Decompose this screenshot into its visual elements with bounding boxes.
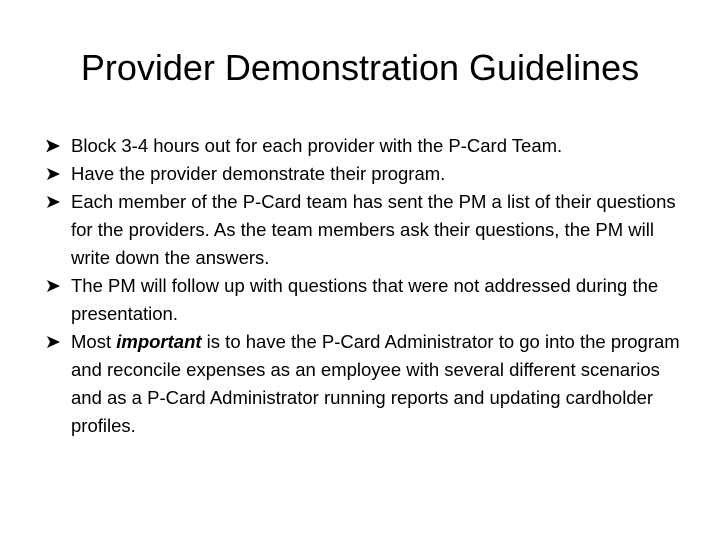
bullet-item <box>46 272 686 328</box>
bullet-text: Have the provider demonstrate their program. <box>71 163 446 184</box>
bullet-item <box>46 132 686 160</box>
arrow-bullet-icon <box>46 335 61 349</box>
bullet-text: Each member of the P-Card team has sent the PM a list of their questions for the providers. As the team members ask their questions, the PM will write down the answers. <box>71 191 676 268</box>
arrow-bullet-icon <box>46 139 61 153</box>
arrow-bullet-icon <box>46 167 61 181</box>
bullet-text-after: is to have the P-Card Administrator to go into the program and reconcile expenses as an employee with several different scenarios and as a P-Card Administrator running reports and updating cardholder profiles. <box>71 331 680 436</box>
bullet-text: Block 3-4 hours out for each provider with the P-Card Team. <box>71 135 563 156</box>
bullet-list <box>46 132 686 440</box>
bullet-text: The PM will follow up with questions that were not addressed during the presentation. <box>71 275 659 324</box>
slide-title: Provider Demonstration Guidelines <box>80 47 640 88</box>
bullet-item <box>46 160 686 188</box>
bullet-text-before: Most <box>71 331 117 352</box>
bullet-emphasis: important <box>116 331 202 352</box>
arrow-bullet-icon <box>46 279 61 293</box>
bullet-item <box>46 188 686 272</box>
bullet-item <box>46 328 686 440</box>
arrow-bullet-icon <box>46 195 61 209</box>
